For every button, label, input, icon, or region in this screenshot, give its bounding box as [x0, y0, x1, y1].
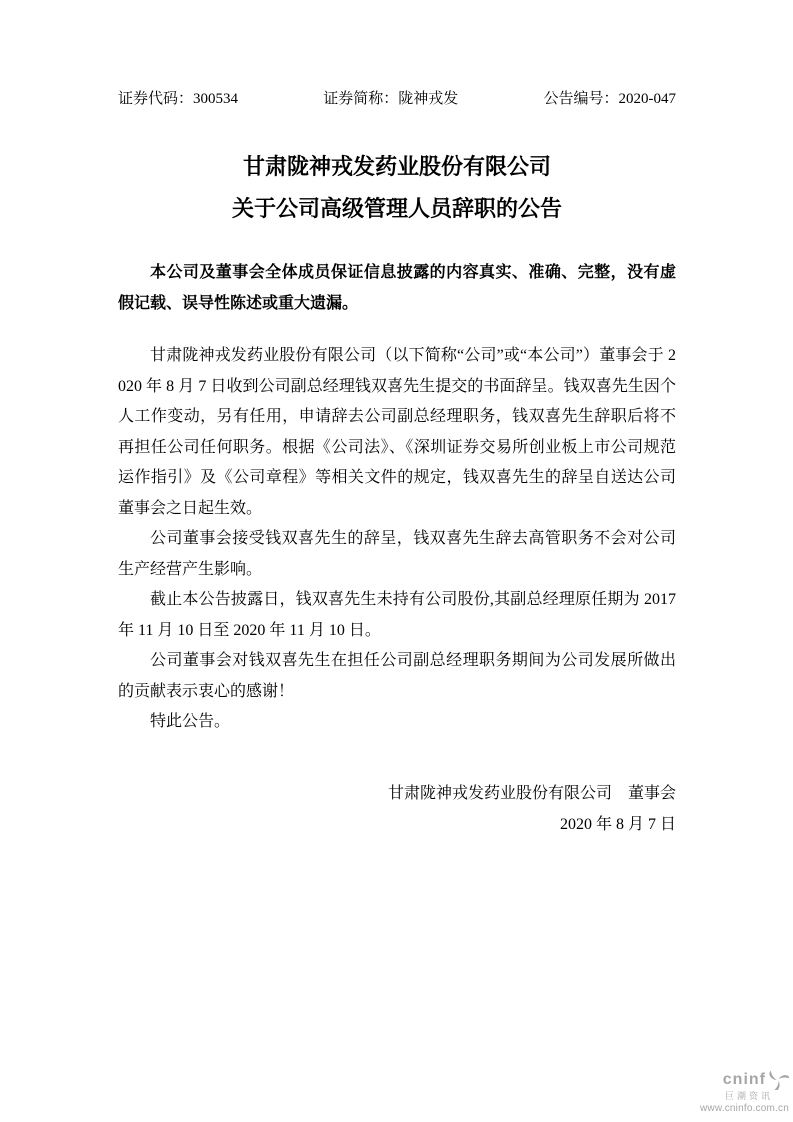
cninfo-brand-text: cninf	[722, 1071, 766, 1088]
announcement-number: 公告编号：2020-047	[543, 91, 676, 107]
body-paragraph-1: 甘肃陇神戎发药业股份有限公司（以下简称“公司”或“本公司”）董事会于 2020 年 8 月 7 日收到公司副总经理钱双喜先生提交的书面辞呈。钱双喜先生因个人工作变动，另有任用，申请辞去公司副总经理职务，钱双喜先生辞职后将不再担任公司任何职务。根据《公司法》、《深圳证券交易所创业板上市公司规范运作指引》及《公司章程》等相关文件的规定，钱双喜先生的辞呈自送达公司董事会之日起生效。	[118, 347, 676, 517]
body-paragraph-5: 特此公告。	[150, 713, 231, 730]
doc-title-company: 甘肃陇神戎发药业股份有限公司	[242, 154, 551, 179]
stock-code: 证券代码：300534	[118, 91, 239, 107]
body-text	[118, 341, 676, 738]
cninfo-brand-row	[700, 1070, 789, 1090]
cninfo-name-cn: 巨潮资讯	[724, 1091, 773, 1101]
body-paragraph-4: 公司董事会对钱双喜先生在担任公司副总经理职务期间为公司发展所做出的贡献表示衷心的感谢！	[118, 652, 676, 700]
cninfo-swirl-icon	[767, 1070, 789, 1090]
cninfo-logo	[700, 1070, 789, 1114]
signature-date: 2020 年 8 月 7 日	[559, 815, 676, 833]
body-paragraph-2: 公司董事会接受钱双喜先生的辞呈，钱双喜先生辞去高管职务不会对公司生产经营产生影响。	[118, 530, 676, 578]
cninfo-url: www.cninfo.com.cn	[700, 1103, 789, 1114]
doc-header	[118, 88, 676, 110]
signature-block	[118, 778, 676, 840]
signature-company: 甘肃陇神戎发药业股份有限公司 董事会	[387, 784, 676, 802]
doc-title-subject: 关于公司高级管理人员辞职的公告	[231, 196, 562, 221]
stock-abbr: 证券简称：陇神戎发	[323, 91, 459, 107]
declaration-paragraph: 本公司及董事会全体成员保证信息披露的内容真实、准确、完整，没有虚假记载、误导性陈述或重大遗漏。	[118, 264, 676, 312]
doc-title	[118, 146, 676, 230]
body-paragraph-3: 截止本公告披露日，钱双喜先生未持有公司股份,其副总经理原任期为 2017 年 11 月 10 日至 2020 年 11 月 10 日。	[118, 591, 676, 639]
